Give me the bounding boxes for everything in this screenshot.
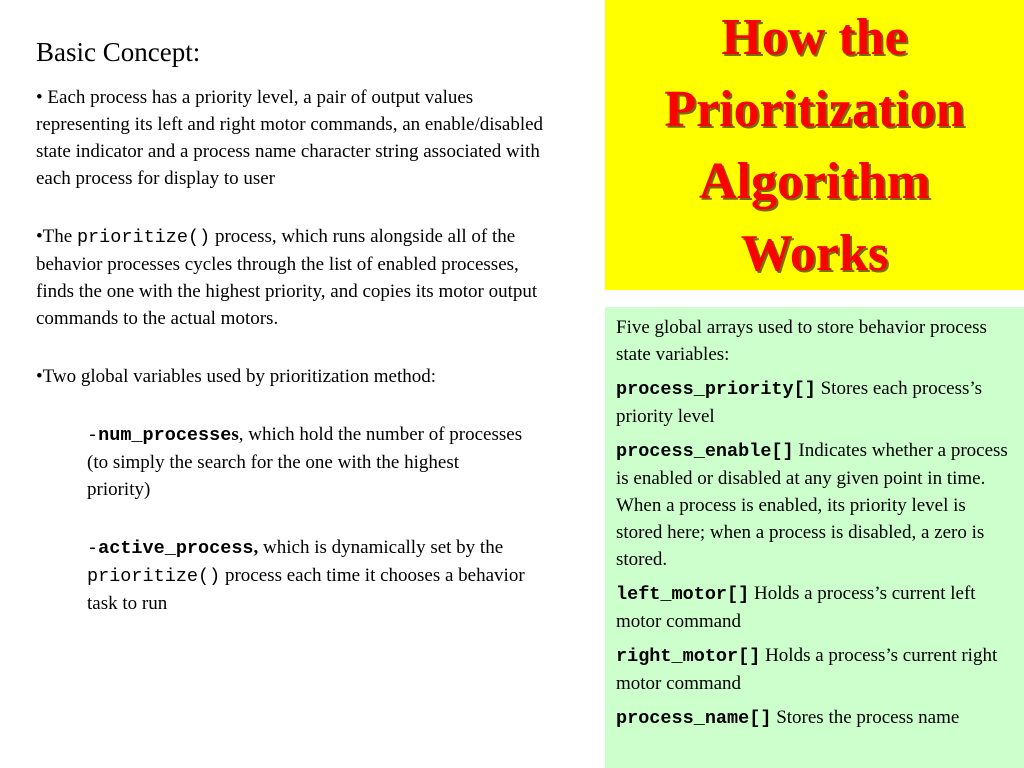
global-arrays-box (605, 307, 1024, 768)
bold-comma: , (253, 537, 259, 558)
bullet-suffix: process, which runs alongside all of the behavior processes cycles through the list of enabled processes, finds the one with the highest priority, and copies its motor output commands to the actual motors. (36, 226, 538, 329)
array-description: Indicates whether a process is enabled or disabled at any given point in time. When a process is enabled, its priority level is stored here; when a process is disabled, a zero is stored. (616, 440, 1008, 570)
array-description: Holds a process’s current right motor command (616, 645, 998, 694)
array-name: process_enable[] (616, 441, 794, 462)
array-item (616, 704, 1014, 732)
dash: - (87, 425, 99, 446)
array-item (616, 375, 1014, 430)
array-item (616, 642, 1014, 697)
code-prioritize: prioritize() (87, 566, 221, 587)
array-name: left_motor[] (616, 584, 750, 605)
array-item (616, 437, 1014, 573)
title-line: Algorithm (698, 153, 931, 210)
array-item (616, 580, 1014, 635)
basic-concept-section (36, 34, 546, 648)
bullet-prioritize-process (36, 223, 546, 332)
array-name: process_priority[] (616, 379, 816, 400)
array-description: Stores the process name (771, 707, 960, 728)
sub-item-num-processes (87, 421, 527, 503)
title-line: Works (740, 225, 889, 282)
bullet-global-variables: •Two global variables used by prioritization method: (36, 366, 437, 387)
dash: - (87, 538, 99, 559)
title-line: Prioritization (664, 81, 965, 138)
slide-title (664, 0, 964, 290)
array-name: process_name[] (616, 708, 772, 729)
code-num-processes: num_processe (98, 425, 232, 446)
sub-item-text-b: process each time it chooses a behavior task to run (87, 565, 525, 614)
bullet-prefix: •The (36, 226, 77, 247)
array-name: right_motor[] (616, 646, 761, 667)
array-description: Holds a process’s current left motor command (616, 583, 976, 632)
sub-item-text-a: which is dynamically set by the (258, 537, 504, 558)
code-active-process: active_process (98, 538, 254, 559)
sub-item-text: , which hold the number of processes (to simply the search for the one with the highest priority) (87, 424, 523, 500)
section-heading: Basic Concept: (36, 37, 201, 67)
array-description: Stores each process’s priority level (616, 378, 983, 427)
title-line: How the (721, 9, 908, 66)
title-box (605, 0, 1024, 290)
global-arrays-intro: Five global arrays used to store behavior process state variables: (616, 317, 987, 365)
code-prioritize: prioritize() (76, 227, 211, 248)
code-tail: s (231, 424, 239, 445)
sub-item-active-process (87, 534, 527, 617)
bullet-priority-level: • Each process has a priority level, a pair of output values representing its left and right motor commands, an enable/disabled state indicator and a process name character string associated with each process for display to user (36, 87, 544, 189)
